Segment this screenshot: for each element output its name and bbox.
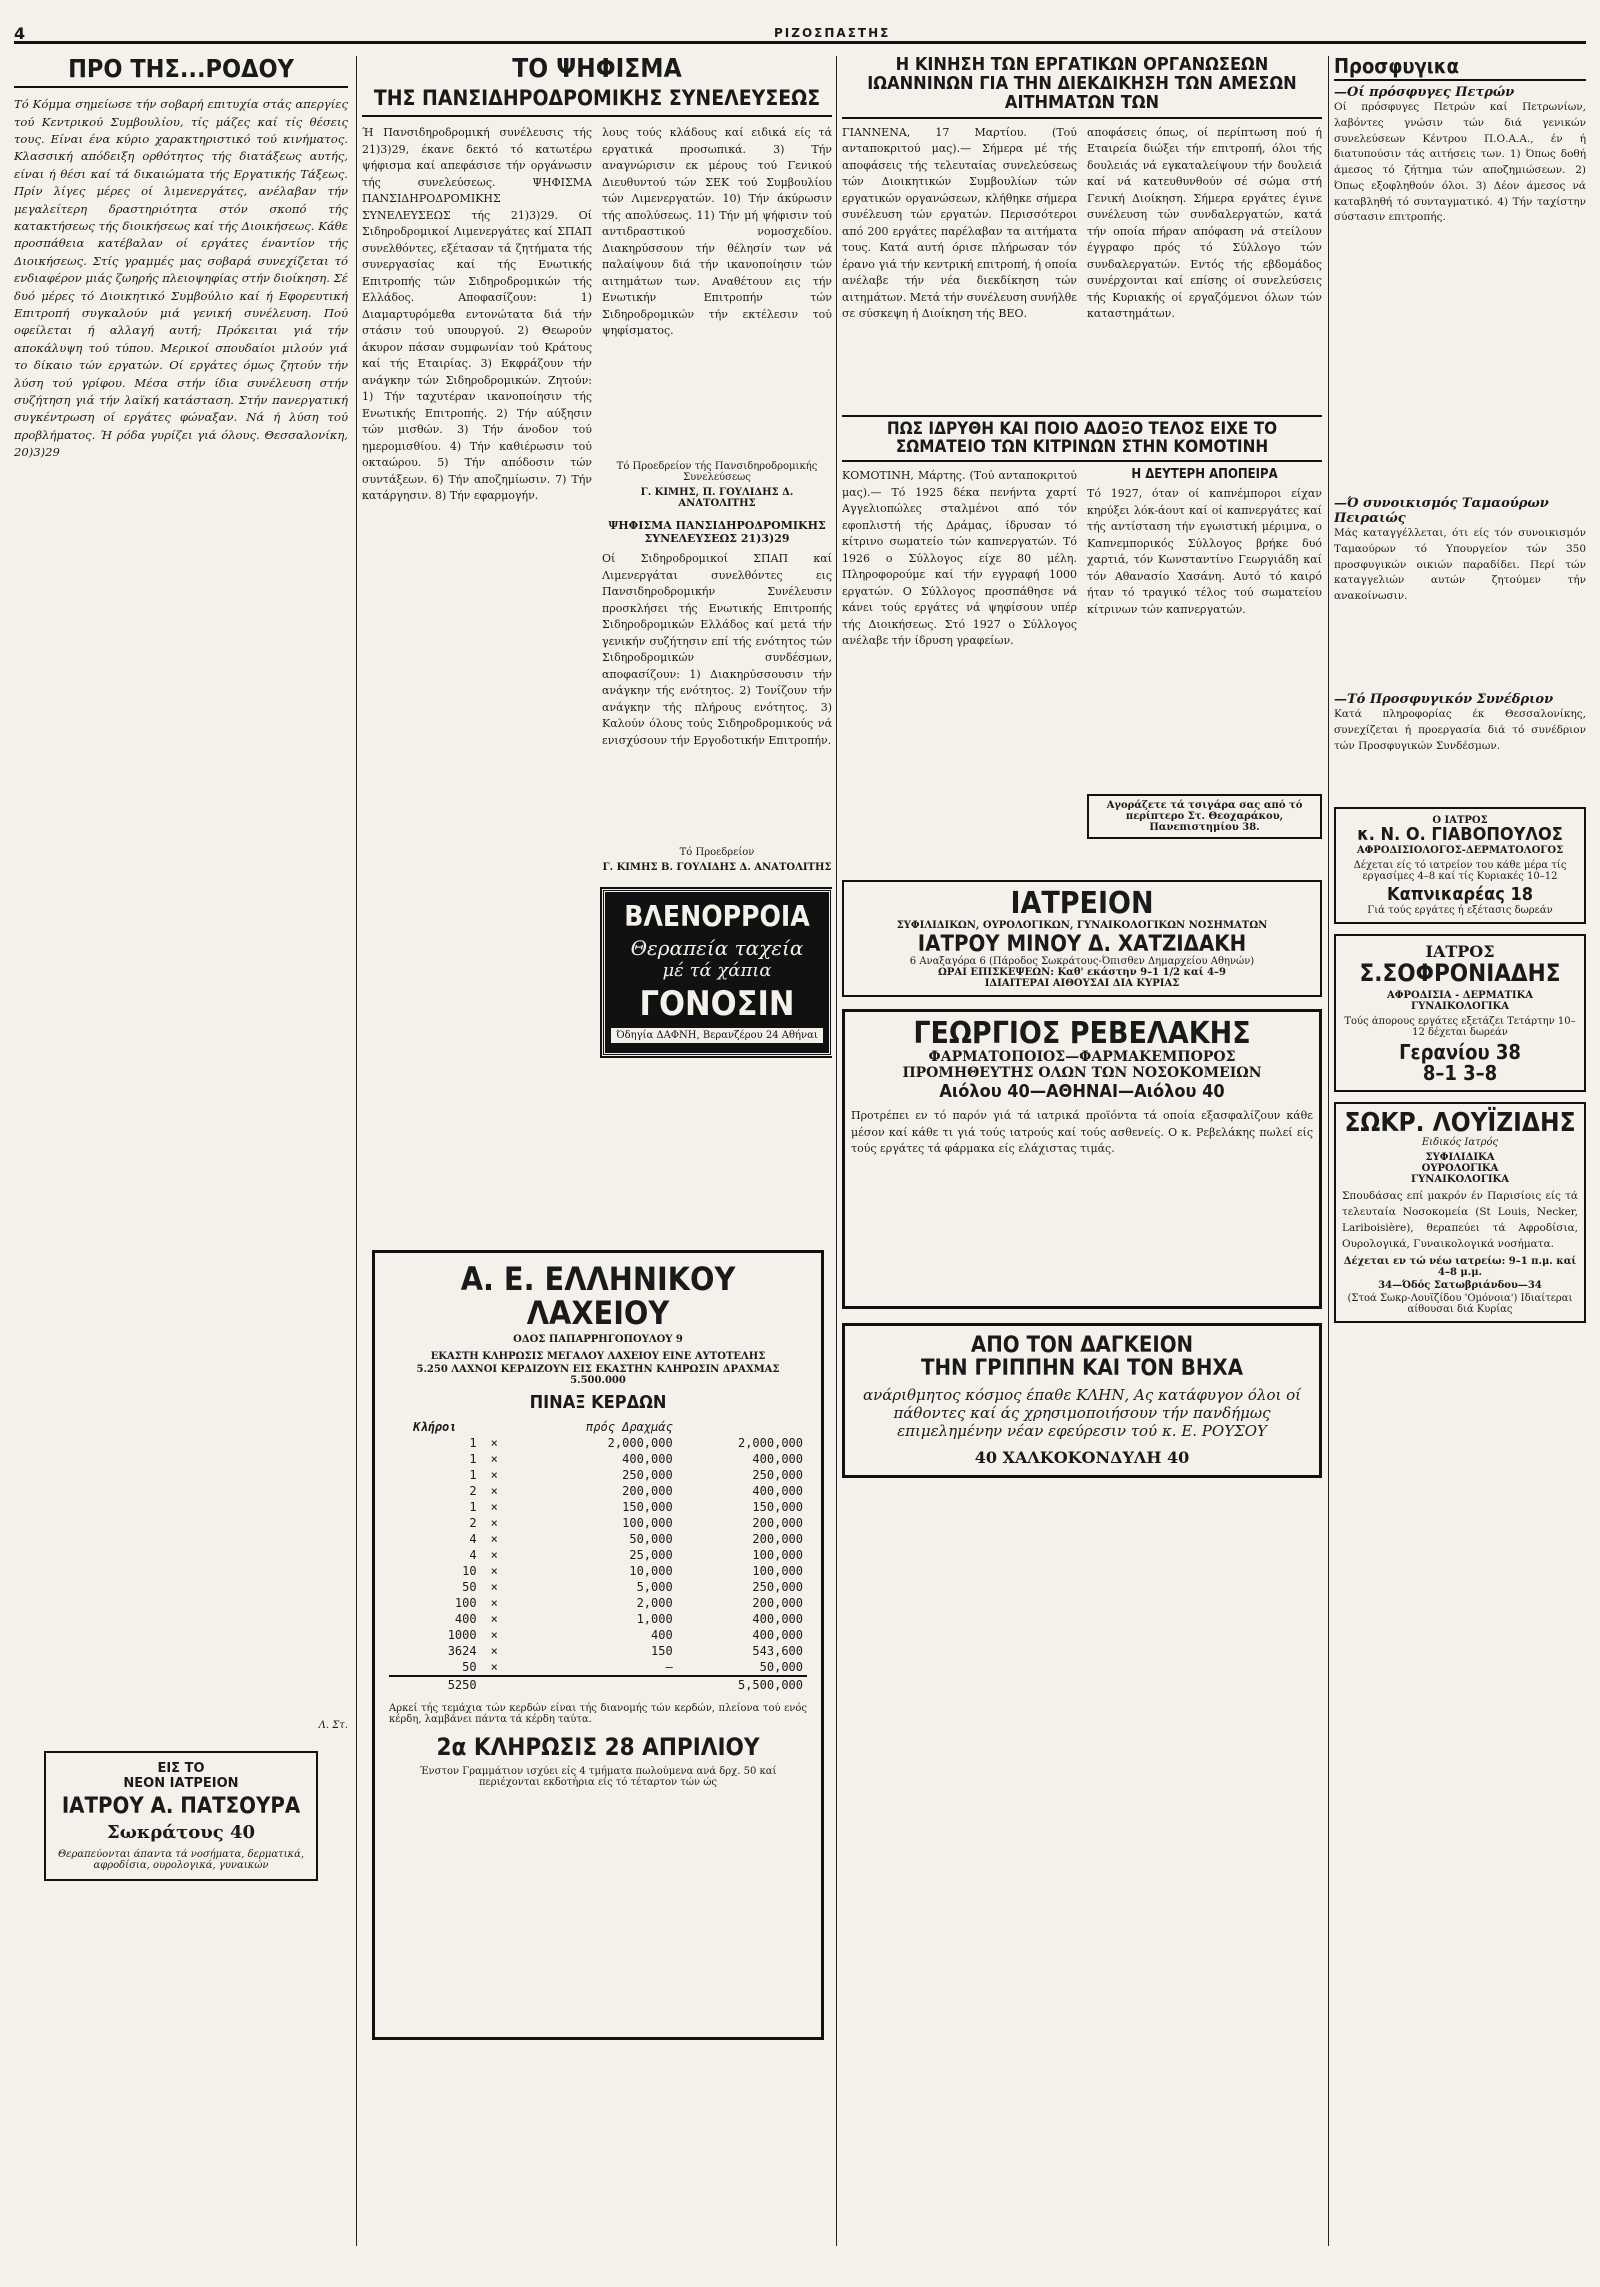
ad-intro: ΕΙΣ ΤΟ ΝΕΟΝ ΙΑΤΡΕΙΟΝ	[123, 1761, 239, 1792]
prize-amount: 10,000	[629, 1564, 673, 1579]
ad-prefix: Ο ΙΑΤΡΟΣ	[1432, 815, 1488, 826]
prize-count: 1	[469, 1436, 477, 1451]
ad-footer: Όδηγία ΔΑΦΝΗ, Βερανζέρου 24 Αθήναι	[611, 1028, 823, 1043]
prize-amount: 5,000	[636, 1580, 673, 1595]
prize-row	[389, 1531, 807, 1547]
ad-line-1: Θεραπεία ταχεία	[630, 935, 804, 960]
article-2-body-left: ΚΟΜΟΤΙΝΗ, Μάρτης. (Τού ανταποκριτού μας).— Τό 1925 δέκα πενήντα χαρτί Αγγελιοπώλες σταλμένοι από τόν εφοπλιστή τής Δράμας, ίδρυσαν τό κίτρινο σωματείο τών καπνεργατών. Τό 1926 ο Σύλλογος είχε 80 μέλη. Πληροφορούμε καί τήν εγγραφή 1000 εργατών. Ο Σύλλογος προσπάθησε νά κάνει τούς εργάτες νά ψηφίσουν υπέρ τής Διοικήσεως. Στό 1927 ο Σύλλογος ανέλαβε τήν ίδρυση γραφείων.	[842, 469, 1077, 648]
prize-row	[389, 1563, 807, 1579]
article-body-left: ΓΙΑΝΝΕΝΑ, 17 Μαρτίου. (Τού ανταποκριτού μας).— Σήμερα μέ τής αποφάσεις τής τελευταίας συνελεύσεως τών Διοικητικών Συμβουλίων τών εργατικών οργανώσεων, κλήθηκε σήμερα συνέλευση τών εργατών. Περισσότεροι από 200 εργάτες παρέλαβαν τα αιτήματα τους. Κατά αυτή όρισε πλήρωσαν τόν έρανο γιά τήν κεντρική επιτροπή, ή οποία ανέλαβε τήν νέα διεκδίκηση τών αιτημάτων. Μετά τήν συνέλευση συνήλθε σε σύσκεψη ή Διοίκηση τής ΒΕΟ.	[842, 125, 1077, 321]
prize-sep: ×	[490, 1660, 498, 1675]
doctor-ad-sofroniadis	[1334, 934, 1586, 1092]
prize-count: 50	[462, 1660, 477, 1675]
prize-sep: ×	[490, 1612, 498, 1627]
article-title: Η ΚΙΝΗΣΗ ΤΩΝ ΕΡΓΑΤΙΚΩΝ ΟΡΓΑΝΩΣΕΩΝ ΙΩΑΝΝΙΝΩΝ ΓΙΑ ΤΗΝ ΔΙΕΚΔΙΚΗΣΗ ΤΩΝ ΑΜΕΣΩΝ ΑΙΤΗΜΑΤΩΝ ΤΩΝ	[842, 56, 1322, 119]
ad-specialty: ΑΦΡΟΔΙΣΙΟΛΟΓΟΣ-ΔΕΡΜΑΤΟΛΟΓΟΣ	[1356, 844, 1564, 856]
prize-total: 200,000	[752, 1532, 803, 1547]
prize-row	[389, 1627, 807, 1643]
section-body-1: Οί πρόσφυγες Πετρών καί Πετρωνίων, λαβόντες γνώσιν τών διά γενικών συνελεύσεων Κέντρου Π.Ο.Α.Α., έν ή διατυπούσιν τάς αιτήσεις των. 1) Όπως δοθή άμεσος τό ζήτημα τών αποζημιώσεων. 2) Όπως εξοφληθούν όλοι. 3) Δέον άμεσος νά καταβληθή τό συνταγματικό. 4) Τήν ταχίστην σύστασιν επιτροπής.	[1334, 101, 1586, 224]
prize-count: 10	[462, 1564, 477, 1579]
ad-address: Σωκράτους 40	[106, 1822, 256, 1844]
prize-sep: ×	[490, 1436, 498, 1451]
article-subtitle: ΤΗΣ ΠΑΝΣΙΔΗΡΟΔΡΟΜΙΚΗΣ ΣΥΝΕΛΕΥΣΕΩΣ	[362, 87, 832, 117]
prize-total: 400,000	[752, 1612, 803, 1627]
prize-total: 250,000	[752, 1580, 803, 1595]
lottery-note: Αρκεί τής τεμάχια τών κερδών είναι τής διανομής τών κερδών, πλείονα τού ενός κέρδη, λαμβάνει πάντα τά κέρδη ταύτα.	[389, 1703, 807, 1726]
ad-specialty: ΑΦΡΟΔΙΣΙΑ - ΔΕΡΜΑΤΙΚΑ ΓΥΝΑΙΚΟΛΟΓΙΚΑ	[1386, 989, 1534, 1012]
presidium-label-2: Τό Προεδρείον	[679, 847, 755, 859]
prize-table	[389, 1419, 807, 1693]
article-body: Τό Κόμμα σημείωσε τήν σοβαρή επιτυχία στάς απεργίες τού Κεντρικού Συμβουλίου, τίς μάζες καί τίς θέσεις τους. Είναι ένα κύριο χαρακτηριστικό τού κινήματος. Κλασσική απόδειξη ορθότητος τής διατάξεως αυτής, είναι ή θέσι καί τά δικαιώματα τής Εργατικής Τάξεως. Πρίν λίγες μέρες οί λιμενεργάτες, ανέλαβαν τήν μεγαλείτερη δραστηριότητα στόν σκοπό τής κατακτήσεως τής διοικήσεως καί τής Διοικήσεως. Κάθε προσπάθεια κατέβαλαν οί εργάτες έναντίον τής Διοικήσεως. Στίς γραμμές μας σοβαρά συνεχίζεται τό ενδιαφέρον μιάς ζωηρής πλειοψηφίας στήν διοίκηση. Σέ δυό μέρες τό Διοικητικό Συμβούλιο καί ή Εφορευτική Επιτροπή συγκαλούν μιά γενική συνέλευση. Πού οφείλεται ή αλλαγή αυτή; Πρόκειται γιά τήν αποκάλυψη τού τύπου. Μερικοί σπουδαίοι μιλούν γιά το δίκαιο τών εργατών. Οί εργάτες όμως ζητούν τήν λύση τού γρίφου. Μέσα στήν ίδια συνέλευση στήν συζήτηση γιά τήν λαϊκή κατάσταση. Στήν πανεργατική συγκέντρωση οί εργάτες φώναξαν. Νά ή λύση τού προβλήματος. Ή ρόδα γυρίζει γιά όλους. Θεσσαλονίκη, 20)3)29	[14, 97, 348, 460]
column-4	[1334, 56, 1586, 2246]
prize-total: 250,000	[752, 1468, 803, 1483]
prize-sep: ×	[490, 1564, 498, 1579]
ad-footer: (Στοά Σωκρ-Λουϊζίδου 'Ομόνοια') Ιδιαίτεραι αίθουσαι διά Κυρίας	[1347, 1293, 1573, 1316]
prize-row	[389, 1676, 807, 1693]
prize-amount: 2,000	[636, 1596, 673, 1611]
prize-amount: 100,000	[622, 1516, 673, 1531]
ad-title: ΙΑΤΡΕΙΟΝ	[1010, 886, 1154, 922]
ad-doctor-name: κ. Ν. Ο. ΓΙΑΒΟΠΟΥΛΟΣ	[1357, 824, 1563, 845]
ad-subtitle: ΣΥΦΙΛΙΔΙΚΩΝ, ΟΥΡΟΛΟΓΙΚΩΝ, ΓΥΝΑΙΚΟΛΟΓΙΚΩΝ ΝΟΣΗΜΑΤΩΝ	[896, 919, 1268, 931]
ad-doctor-name: ΙΑΤΡΟΥ ΜΙΝΟΥ Δ. ΧΑΤΖΙΔΑΚΗ	[917, 931, 1247, 957]
subhead-3: —Τό Προσφυγικόν Συνέδριον	[1334, 692, 1554, 707]
ad-footer: Γιά τούς εργάτες ή εξέτασις δωρεάν	[1367, 904, 1553, 916]
prize-sep	[481, 1676, 508, 1693]
prize-total: 400,000	[752, 1484, 803, 1499]
ad-text: Δέχεται είς τό ιατρείον του κάθε μέρα τίς εργασίμες 4–8 καί τίς Κυριακές 10–12	[1353, 859, 1567, 882]
ad-address: 40 ΧΑΛΚΟΚΟΝΔΥΛΗ 40	[974, 1448, 1190, 1468]
prize-sep: ×	[490, 1452, 498, 1467]
prize-count: 4	[469, 1548, 477, 1563]
prize-row	[389, 1611, 807, 1627]
prize-sep: ×	[490, 1500, 498, 1515]
prize-count: 3624	[447, 1644, 477, 1659]
ad-address: Καπνικαρέας 18	[1387, 883, 1533, 905]
ad-address: 34—Όδός Σατωβριάνδου—34	[1378, 1280, 1542, 1292]
prize-sep: ×	[490, 1548, 498, 1563]
section-body-2: Μάς καταγγέλλεται, ότι είς τόν συνοικισμόν Ταμαούρων τό Υπουργείον τών 350 προσφυγικών οικιών παραδίδει. Περί τών καταγγελιών αυτών ζητούμεν τήν ανακοίνωσιν.	[1334, 527, 1586, 602]
ad-hours: 8–1 3–8	[1422, 1060, 1498, 1085]
article-title-2: ΠΩΣ ΙΔΡΥΘΗ ΚΑΙ ΠΟΙΟ ΑΔΟΞΟ ΤΕΛΟΣ ΕΙΧΕ ΤΟ ΣΩΜΑΤΕΙΟ ΤΩΝ ΚΙΤΡΙΝΩΝ ΣΤΗΝ ΚΟΜΟΤΙΝΗ	[842, 415, 1322, 463]
ad-text: Σπουδάσας επί μακρόν έν Παρισίοις είς τά τελευταία Νοσοκομεία (St Louis, Necker, Lariboisière), θεραπεύει τά Αφροδίσια, Ουρολογικά, Γυναικολογικά νοσήματα.	[1342, 1190, 1578, 1250]
article-2-body-right: Τό 1927, όταν οί καπνέμποροι είχαν κηρύξει λόκ-άουτ καί οί καπνεργάτες καί τής αντίσταση τήν εγωιστική μέριμνα, ο Καπνεμπορικός Σύλλογος βρήκε δυό χαρτιά, τόν Κωνσταντίνο Γεωργιάδη καί τόν Αθανασίο Χασάνη. Αυτό τό καιρό ήταν τό τραγικό τέλος τού σωματείου κίτρινων τών καπνεργατών.	[1087, 487, 1322, 616]
subhead-1: —Οί πρόσφυγες Πετρών	[1334, 85, 1515, 100]
ad-doctor-name: ΣΩΚΡ. ΛΟΥΪΖΙΔΗΣ	[1344, 1107, 1576, 1138]
resolution-text-2: Οί Σιδηροδρομικοί ΣΠΑΠ καί Λιμενεργάται συνελθόντες εις Πανσιδηροδρομικήν Συνέλευσιν προσκλήσει τής Ενωτικής Επιτροπής Σιδηροδρομικών Ελλάδος καί μετά τήν γενικήν συζήτησιν επί τής ενότητος τών Σιδηροδρομικών συνδέσμων, αποφασίζουν: 1) Διακηρύσσουσιν τήν ανάγκην τής ενότητος. 2) Τονίζουν τήν ανάγκην τής πλήρους ενότητος. 3) Καλούν όλους τούς Σιδηροδρομικούς νά ενισχύσουν τήν Εργοδοτικήν Επιτροπήν.	[602, 552, 832, 747]
lottery-line-1: ΕΚΑΣΤΗ ΚΛΗΡΩΣΙΣ ΜΕΓΑΛΟΥ ΛΑΧΕΙΟΥ ΕΙΝΕ ΑΥΤΟΤΕΛΗΣ	[430, 1351, 766, 1363]
medicine-ad	[602, 889, 832, 1056]
prize-count: 50	[462, 1580, 477, 1595]
ad-footer: ΙΔΙΑΙΤΕΡΑΙ ΑΙΘΟΥΣΑΙ ΔΙΑ ΚΥΡΙΑΣ	[984, 977, 1180, 989]
prize-row	[389, 1579, 807, 1595]
ad-text: Θεραπεύονται άπαντα τά νοσήματα, δερματικά, αφροδίσια, ουρολογικά, γυναικών	[57, 1849, 305, 1872]
lottery-date: 2α ΚΛΗΡΩΣΙΣ 28 ΑΠΡΙΛΙΟΥ	[436, 1733, 760, 1762]
ad-prefix: ΙΑΤΡΟΣ	[1425, 941, 1495, 961]
prize-sep: ×	[490, 1596, 498, 1611]
ad-text: ανάριθμητος κόσμος έπαθε ΚΛΗΝ, Ας κατάφυγον όλοι οί πάθοντες καί άς χρησιμοποιήσουν τήν πανδήμως επιμελημένην νέαν εφεύρεσιν τού κ. Ε. ΡΟΥΣΟΥ	[862, 1386, 1302, 1441]
prize-total: 400,000	[752, 1628, 803, 1643]
prize-total: 100,000	[752, 1564, 803, 1579]
prize-count: 4	[469, 1532, 477, 1547]
prize-amount: 2,000,000	[607, 1436, 673, 1451]
prize-count: 1	[469, 1468, 477, 1483]
column-2	[362, 56, 832, 1241]
prize-count: 100	[454, 1596, 477, 1611]
ad-product: ΓΟΝΟΣΙΝ	[639, 983, 795, 1024]
prize-row	[389, 1467, 807, 1483]
resolution-subtitle: ΨΗΦΙΣΜΑ ΠΑΝΣΙΔΗΡΟΔΡΟΜΙΚΗΣ ΣΥΝΕΛΕΥΣΕΩΣ 21)3)29	[608, 519, 826, 546]
prize-count: 2	[469, 1516, 477, 1531]
ad-subtitle: ΦΑΡΜΑΤΟΠΟΙΟΣ—ΦΑΡΜΑΚΕΜΠΟΡΟΣ	[928, 1049, 1236, 1066]
prize-table-title: ΠΙΝΑΞ ΚΕΡΔΩΝ	[529, 1392, 667, 1414]
presidium-names: Γ. ΚΙΜΗΣ, Π. ΓΟΥΛΙΔΗΣ Δ. ΑΝΑΤΟΛΙΤΗΣ	[640, 487, 794, 510]
prize-sep: ×	[490, 1580, 498, 1595]
prize-sep: ×	[490, 1468, 498, 1483]
col-header-draws: Κλήροι	[413, 1420, 457, 1435]
clinic-ad-hatzidakis	[842, 880, 1322, 997]
ad-title: ΒΛΕΝΟΡΡΟΙΑ	[624, 900, 810, 934]
prize-amount: 400	[651, 1628, 673, 1643]
ad-text: Προτρέπει εν τό παρόν γιά τά ιατρικά προϊόντα τά οποία εξασφαλίζουν κάθε μέσον καί κάθε τι γιά τούς ιατρούς καί τούς ασθενείς. Ο κ. Ρεβελάκης πωλεί είς τούς εργάτες τά φάρμακα είς ελάχιστας τιμάς.	[851, 1109, 1313, 1156]
ad-address: Γερανίου 38	[1399, 1039, 1521, 1064]
prize-sep: ×	[490, 1516, 498, 1531]
presidium-names-2: Γ. ΚΙΜΗΣ Β. ΓΟΥΛΙΔΗΣ Δ. ΑΝΑΤΟΛΙΤΗΣ	[602, 862, 832, 874]
prize-total: 100,000	[752, 1548, 803, 1563]
doctor-ad-louizidis	[1334, 1102, 1586, 1323]
prize-count: 1	[469, 1452, 477, 1467]
prize-sep: ×	[490, 1532, 498, 1547]
lottery-footer: Ένστον Γραμμάτιον ισχύει είς 4 τμήματα πωλούμενα ανά δρχ. 50 καί περιέχονται εκδοτήρια είς τό τέταρτον τών ώς	[419, 1766, 777, 1789]
masthead-bar	[14, 24, 1586, 44]
subhead-2: —Ό συνοικισμός Ταμαούρων Πειραιώς	[1334, 496, 1549, 526]
doctor-ad-giavopoulos	[1334, 807, 1586, 924]
ad-text: Τούς άπορους εργάτες εξετάζει Τετάρτην 10–12 δέχεται δωρεάν	[1344, 1015, 1576, 1038]
tobacco-ad: Αγοράζετε τά τσιγάρα σας από τό περίπτερο Στ. Θεοχαράκου, Πανεπιστημίου 38.	[1087, 794, 1322, 839]
ad-subtitle-2: ΠΡΟΜΗΘΕΥΤΗΣ ΟΛΩΝ ΤΩΝ ΝΟΣΟΚΟΜΕΙΩΝ	[902, 1065, 1262, 1082]
prize-amount: 150	[651, 1644, 673, 1659]
prize-row	[389, 1483, 807, 1499]
prize-amount: 150,000	[622, 1500, 673, 1515]
prize-sep: ×	[490, 1628, 498, 1643]
prize-sep: ×	[490, 1644, 498, 1659]
prize-amount: 50,000	[629, 1532, 673, 1547]
ad-specialty: ΣΥΦΙΛΙΔΙΚΑ ΟΥΡΟΛΟΓΙΚΑ ΓΥΝΑΙΚΟΛΟΓΙΚΑ	[1411, 1152, 1509, 1186]
lottery-street: ΟΔΟΣ ΠΑΠΑΡΡΗΓΟΠΟΥΛΟΥ 9	[513, 1334, 683, 1346]
prize-amount: 200,000	[622, 1484, 673, 1499]
prize-row	[389, 1515, 807, 1531]
prize-amount: 400,000	[622, 1452, 673, 1467]
prize-count: 2	[469, 1484, 477, 1499]
col-header-drachmas: πρός Δραχμάς	[586, 1420, 673, 1435]
ad-subtitle: Ειδικός Ιατρός	[1421, 1137, 1499, 1149]
article-title: ΠΡΟ ΤΗΣ...ΡΟΔΟΥ	[14, 56, 348, 88]
prize-amount	[508, 1676, 677, 1693]
prize-row	[389, 1499, 807, 1515]
prize-total: 5,500,000	[737, 1678, 803, 1693]
prize-amount: 1,000	[636, 1612, 673, 1627]
ad-name: ΓΕΩΡΓΙΟΣ ΡΕΒΕΛΑΚΗΣ	[913, 1015, 1251, 1051]
prize-sep: ×	[490, 1484, 498, 1499]
section-body-3: Κατά πληροφορίας έκ Θεσσαλονίκης, συνεχίζεται ή προεργασία διά τό συνέδριον τών Προσφυγικών Συνδέσμων.	[1334, 708, 1586, 752]
article-title: ΤΟ ΨΗΦΙΣΜΑ	[512, 56, 682, 84]
prize-row	[389, 1547, 807, 1563]
page-number: 4	[14, 24, 26, 43]
article-2-subhead: Η ΔΕΥΤΕΡΗ ΑΠΟΠΕΙΡΑ	[1131, 467, 1278, 483]
flu-ad	[842, 1323, 1322, 1478]
prize-total: 200,000	[752, 1596, 803, 1611]
prize-count: 1	[469, 1500, 477, 1515]
prize-total: 543,600	[752, 1644, 803, 1659]
ad-doctor-name: ΙΑΤΡΟΥ Α. ΠΑΤΣΟΥΡΑ	[61, 1794, 301, 1820]
prize-row	[389, 1451, 807, 1467]
prize-total: 200,000	[752, 1516, 803, 1531]
lottery-line-2: 5.250 ΛΑΧΝΟΙ ΚΕΡΔΙΖΟΥΝ ΕΙΣ ΕΚΑΣΤΗΝ ΚΛΗΡΩΣΙΝ ΔΡΑΧΜΑΣ 5.500.000	[416, 1364, 780, 1387]
lottery-title: Α. Ε. ΕΛΛΗΝΙΚΟΥ ΛΑΧΕΙΟΥ	[460, 1260, 736, 1332]
ad-address: 6 Αναξαγόρα 6 (Πάροδος Σωκράτους-Όπισθεν Δημαρχείου Αθηνών)	[909, 955, 1255, 967]
prize-amount: 25,000	[629, 1548, 673, 1563]
prize-count: 1000	[447, 1628, 477, 1643]
pharmacy-ad	[842, 1009, 1322, 1309]
ad-hours: Δέχεται εν τώ νέω ιατρείω: 9–1 π.μ. καί 4–8 μ.μ.	[1343, 1256, 1577, 1279]
prize-row	[389, 1435, 807, 1451]
ad-hours: ΩΡΑΙ ΕΠΙΣΚΕΨΕΩΝ: Καθ' εκάστην 9–1 1/2 καί 4–9	[938, 966, 1226, 978]
column-3	[842, 56, 1322, 2246]
prize-total: 50,000	[759, 1660, 803, 1675]
column-1	[14, 56, 348, 2246]
prize-total: 2,000,000	[737, 1436, 803, 1451]
resolution-text: Ή Πανσιδηροδρομική συνέλευσις τής 21)3)29, έκανε δεκτό τό κατωτέρω ψήφισμα καί απεφάσισε τήν οργάνωσιν τής συνελεύσεως. ΨΗΦΙΣΜΑ ΠΑΝΣΙΔΗΡΟΔΡΟΜΙΚΗΣ ΣΥΝΕΛΕΥΣΕΩΣ τής 21)3)29. Οί Σιδηροδρομικοί Λιμενεργάτες καί ΣΠΑΠ συνελθόντες, εξέτασαν τά ζητήματα τής συνεργασίας καί τής Ενωτικής Επιτροπής τών Σιδηροδρομικών τής Ελλάδος. Αποφασίζουν: 1) Διαμαρτυρόμεθα εντονώτατα διά τήν στάσιν τού υπουργού. 2) Θεωρούν άκυρον πάσαν συμφωνίαν τού Κράτους καί τής Εταιρίας. 3) Εκφράζουν τήν ανάγκην τών Σιδηροδρομικών. Ζητούν: 1) Τήν ταχυτέραν ικανοποίησιν τής Ενωτικής Επιτροπής. 2) Τήν αύξησιν τών μισθών. 3) Τήν άνοδον τού ημερομισθίου. 4) Τήν καθιέρωσιν τού οκταώρου. 5) Τήν απόδοσιν τών συντάξεων. 6) Τήν αποζημίωσιν. 7) Τήν κατάργησιν. 8) Τήν εφαρμογήν.	[362, 126, 592, 503]
article-signature: Λ. Στ.	[318, 1720, 348, 1732]
resolution-text-cont: λους τούς κλάδους καί ειδικά είς τά εργατικά προσωπικά. 3) Τήν αναγνώρισιν εκ μέρους τού Γενικού Διευθυντού τών ΣΕΚ τού Συμβουλίου τών Λιμενεργατών. 10) Τήν άκύρωσιν τής απολύσεως. 11) Τήν μή ψήφισιν τού αντιδραστικού νομοσχεδίου. Διακηρύσσουν τήν θέλησίν των νά παλαίψουν διά τήν ικανοποίησιν τών αιτημάτων των. Αναθέτουν εις τήν Ενωτικήν Επιτροπήν τών Σιδηροδρομικών τήν εκτέλεσιν τού ψηφίσματος.	[602, 126, 832, 338]
prize-row	[389, 1643, 807, 1659]
clinic-ad	[44, 1751, 318, 1881]
ad-doctor-name: Σ.ΣΟΦΡΟΝΙΑΔΗΣ	[1359, 958, 1561, 987]
prize-row	[389, 1659, 807, 1676]
presidium-label: Τό Προεδρείον τής Πανσιδηροδρομικής Συνελεύσεως	[616, 461, 818, 484]
ad-title: ΑΠΟ ΤΟΝ ΔΑΓΚΕΙΟΝ	[970, 1332, 1194, 1358]
prize-total: 150,000	[752, 1500, 803, 1515]
prize-count: 400	[454, 1612, 477, 1627]
prize-row	[389, 1595, 807, 1611]
prize-count: 5250	[447, 1678, 477, 1693]
article-body-right: αποφάσεις όπως, οί περίπτωση πού ή Εταιρεία διώξει τήν επιτροπή, όλοι τής δουλειάς νά εγκαταλείψουν τήν δουλειά καί νά κατευθυνθούν σέ σώμα στή Γενική Διοίκηση. Σήμερα εργάτες έγινε συνέλευση τών συνδαλεργατών, κατά τήν οποία πήραν απόφαση νά στείλουν έγγραφο πρός τό Σύλλογο τών συνδαλεργατών. Εντός τής εβδομάδος συνέρχονται καί επίσης οί συνελεύσεις τής Κυριακής οί εργαζόμενοι όλων τών καταστημάτων.	[1087, 125, 1322, 321]
prize-amount: —	[665, 1660, 673, 1675]
prize-amount: 250,000	[622, 1468, 673, 1483]
ad-line-2: μέ τά χάπια	[662, 959, 772, 981]
ad-title-2: ΤΗΝ ΓΡΙΠΠΗΝ ΚΑΙ ΤΟΝ ΒΗΧΑ	[920, 1356, 1244, 1382]
prize-total: 400,000	[752, 1452, 803, 1467]
paper-name: ΡΙΖΟΣΠΑΣΤΗΣ	[774, 26, 891, 40]
ad-address: Αιόλου 40—ΑΘΗΝΑΙ—Αιόλου 40	[939, 1081, 1225, 1103]
section-title: Προσφυγικα	[1334, 56, 1586, 81]
lottery-ad	[372, 1250, 824, 2040]
